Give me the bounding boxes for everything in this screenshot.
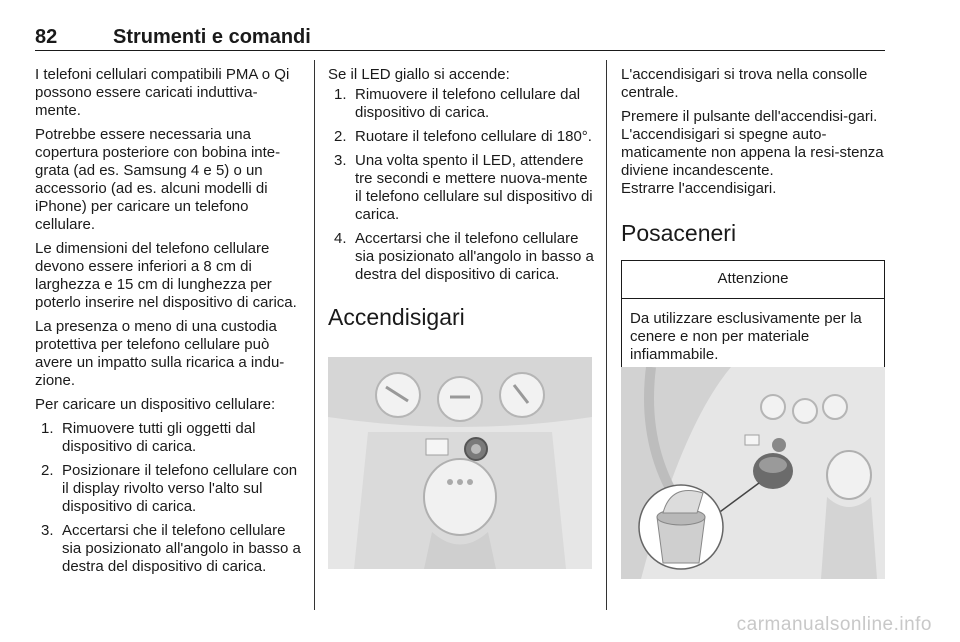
list-item: [35, 420, 303, 456]
column-3: [621, 66, 887, 375]
ashtray-illustration: [621, 367, 885, 579]
paragraph: Estrarre l'accendisigari.: [621, 180, 777, 197]
step-text: Ruotare il telefono cellulare di 180°.: [355, 128, 592, 145]
cigarette-lighter-illustration: [328, 357, 592, 569]
paragraph: Le dimensioni del telefono cellulare devono essere inferiori a 8 cm di larghezza e 15 cm di lunghezza per poterlo inserire nel dispositivo di carica.: [35, 240, 297, 311]
paragraph: La presenza o meno di una custodia protettiva per telefono cellulare può avere un impatto sulla ricarica a indu-zione.: [35, 318, 285, 389]
step-text: Accertarsi che il telefono cellulare sia posizionato all'angolo in basso a destra del dispositivo di carica.: [62, 522, 301, 575]
step-text: Una volta spento il LED, attendere tre secondi e mettere nuova-mente il telefono cellulare sul dispositivo di carica.: [355, 152, 593, 223]
step-number: 1.: [334, 86, 347, 103]
step-number: 4.: [334, 230, 347, 247]
step-text: Posizionare il telefono cellulare con il display rivolto verso l'alto sul dispositivo di carica.: [62, 462, 298, 515]
page-number: 82: [35, 26, 58, 48]
steps-list: [328, 86, 594, 284]
column-divider-1: [314, 60, 315, 610]
paragraph: Per caricare un dispositivo cellulare:: [35, 396, 276, 413]
list-item: [328, 86, 594, 122]
heading-posaceneri: Posaceneri: [621, 220, 737, 246]
warning-box: [621, 260, 885, 375]
steps-list: [35, 420, 303, 576]
step-text: Rimuovere il telefono cellulare dal dispositivo di carica.: [355, 86, 581, 121]
section-title: Strumenti e comandi: [113, 26, 311, 48]
heading-accendisigari: Accendisigari: [328, 304, 465, 330]
paragraph: I telefoni cellulari compatibili PMA o Qi possono essere caricati induttiva-mente.: [35, 66, 290, 119]
list-item: [35, 522, 303, 576]
warning-title: Attenzione: [622, 261, 884, 299]
paragraph: Premere il pulsante dell'accendisi-gari. L'accendisigari si spegne auto-maticamente non appena la resi-stenza diviene incandescente.: [621, 108, 884, 179]
step-text: Rimuovere tutti gli oggetti dal dispositivo di carica.: [62, 420, 256, 455]
paragraph: Se il LED giallo si accende:: [328, 66, 510, 83]
list-item: [328, 230, 594, 284]
ashtray-drawing: [621, 367, 885, 579]
step-number: 1.: [41, 420, 54, 437]
step-text: Accertarsi che il telefono cellulare sia posizionato all'angolo in basso a destra del dispositivo di carica.: [355, 230, 594, 283]
step-number: 2.: [41, 462, 54, 479]
watermark: carmanualsonline.info: [736, 614, 932, 635]
list-item: [35, 462, 303, 516]
column-2: [328, 66, 594, 348]
step-number: 3.: [334, 152, 347, 169]
step-number: 2.: [334, 128, 347, 145]
column-1: [35, 66, 303, 582]
cigarette-lighter-drawing: [328, 357, 592, 569]
paragraph: Potrebbe essere necessaria una copertura posteriore con bobina inte-grata (ad es. Samsung 4 e 5) o un accessorio (ad es. alcuni modelli di iPhone) per caricare un telefono cellulare.: [35, 126, 281, 233]
paragraph: L'accendisigari si trova nella consolle centrale.: [621, 66, 868, 101]
list-item: [328, 152, 594, 224]
step-number: 3.: [41, 522, 54, 539]
list-item: [328, 128, 594, 146]
warning-body: Da utilizzare esclusivamente per la cenere e non per materiale infiammabile.: [630, 310, 862, 363]
column-divider-2: [606, 60, 607, 610]
header-rule: [35, 50, 885, 51]
page-header: [35, 26, 885, 50]
